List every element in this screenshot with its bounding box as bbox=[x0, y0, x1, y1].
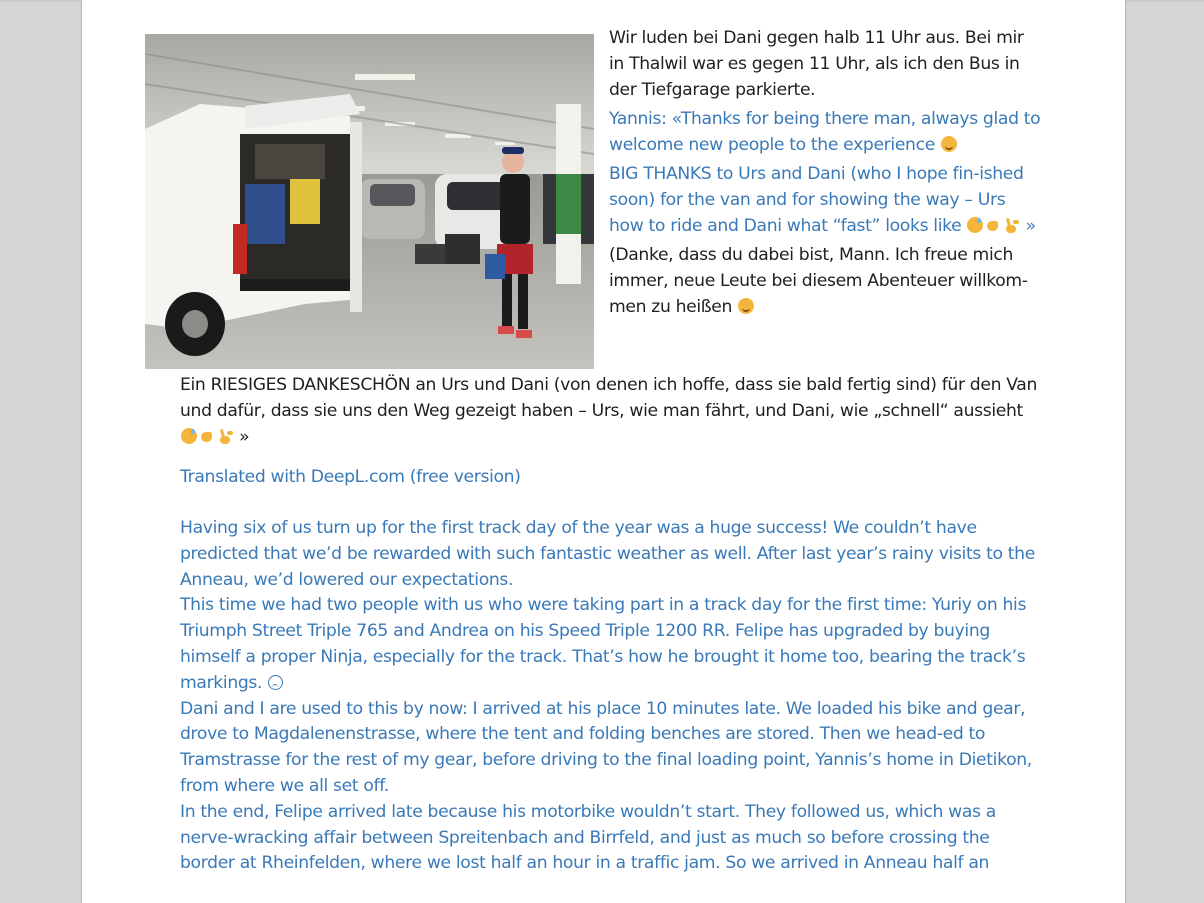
victory-hand-icon bbox=[1003, 217, 1019, 233]
body-paragraph-4: In the end, Felipe arrived late because his motorbike wouldn’t start. They followed us, which was a nerve-wracking affair between Spreitenbach and Birrfeld, and just as much so before crossing the border at Rheinfelden, where we lost half an hour in a traffic jam. So we arrived in Anneau half an bbox=[180, 801, 996, 874]
flexed-biceps-icon bbox=[199, 428, 215, 444]
yannis-quote-text: Yannis: «Thanks for being there man, always glad to welcome new people to the experience bbox=[609, 109, 1041, 155]
deepl-credit: Translated with DeepL.com (free version) bbox=[180, 467, 521, 487]
big-thanks-text: BIG THANKS to Urs and Dani (who I hope fin-ished soon) for the van and for showing the way – Urs how to ride and Dani what “fast” looks like bbox=[609, 164, 1024, 236]
right-text-column bbox=[609, 25, 1041, 323]
quote-close: » bbox=[1025, 216, 1036, 236]
yannis-quote bbox=[609, 106, 1041, 158]
translated-section bbox=[180, 465, 1040, 491]
german-translation-paragraph bbox=[609, 242, 1041, 320]
english-body bbox=[180, 516, 1040, 877]
intro-paragraph: Wir luden bei Dani gegen halb 11 Uhr aus. Bei mir in Thalwil war es gegen 11 Uhr, als ich den Bus in der Tiefgarage parkierte. bbox=[609, 28, 1024, 100]
german-thanks-text: Ein RIESIGES DANKESCHÖN an Urs und Dani (von denen ich hoffe, dass sie bald fertig sind) für den Van und dafür, dass sie uns den Weg gezeigt haben – Urs, wie man fährt, und Dani, wie „schnell“ aussieht bbox=[180, 375, 1038, 421]
flexed-biceps-icon bbox=[985, 217, 1001, 233]
victory-hand-icon bbox=[217, 428, 233, 444]
sweat-smile-icon bbox=[181, 428, 197, 444]
body-paragraph-3: Dani and I are used to this by now: I arrived at his place 10 minutes late. We loaded his bike and gear, drove to Magdalenenstrasse, where the tent and folding benches are stored. Then we head-ed to Tramstrasse for the rest of my gear, before driving to the final loading point, Yannis’s home in Dietikon, from where we all set off. bbox=[180, 698, 1032, 796]
smiling-face-icon bbox=[941, 136, 957, 152]
body-paragraph-2 bbox=[180, 593, 1040, 696]
body-paragraph-2-text: This time we had two people with us who were taking part in a track day for the first time: Yuriy on his Triumph Street Triple 765 and Andrea on his Speed Triple 1200 RR. Felipe has upgraded by buying himself a proper Ninja, especially for the track. That’s how he brought it home too, bearing the track’s markings. bbox=[180, 595, 1027, 693]
german-thanks-paragraph bbox=[180, 373, 1040, 450]
body-paragraph-1: Having six of us turn up for the first track day of the year was a huge success! We couldn’t have predicted that we’d be rewarded with such fantastic weather as well. After last year’s rainy visits to the Anneau, we’d lowered our expectations. bbox=[180, 518, 1035, 590]
full-width-section bbox=[180, 373, 1040, 450]
sad-face-icon bbox=[268, 675, 283, 690]
photo-illustration bbox=[145, 34, 594, 369]
smiling-face-icon bbox=[738, 298, 754, 314]
big-thanks-quote bbox=[609, 161, 1041, 239]
sweat-smile-icon bbox=[967, 217, 983, 233]
parking-garage-photo bbox=[145, 34, 594, 369]
german-translation-text: (Danke, dass du dabei bist, Mann. Ich freue mich immer, neue Leute bei diesem Abenteuer willkom-men zu heißen bbox=[609, 245, 1028, 317]
quote-close: » bbox=[239, 426, 250, 447]
